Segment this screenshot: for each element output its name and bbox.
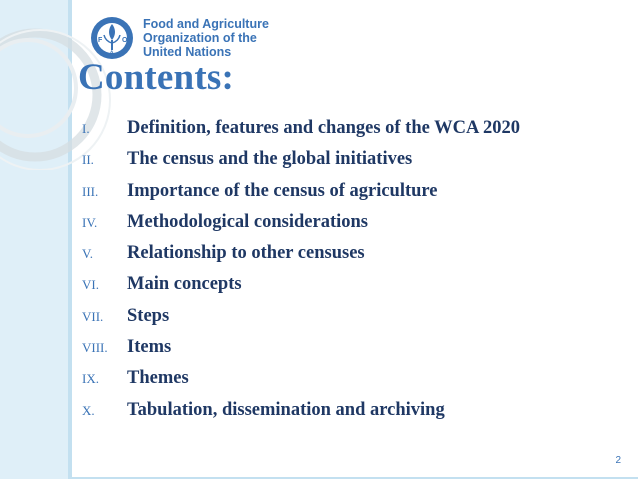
item-number: III.: [82, 183, 99, 199]
item-number: V.: [82, 246, 93, 262]
item-number: VI.: [82, 277, 99, 293]
list-item: [82, 118, 520, 149]
list-item: [82, 400, 520, 431]
list-item: [82, 306, 520, 337]
item-text: Items: [127, 337, 172, 358]
item-text: Methodological considerations: [127, 211, 369, 232]
logo-line-3: United Nations: [143, 45, 232, 59]
list-item: [82, 243, 520, 274]
item-number: II.: [82, 152, 94, 168]
list-item: [82, 212, 520, 243]
svg-text:O: O: [122, 37, 128, 44]
item-text: Tabulation, dissemination and archiving: [127, 399, 445, 420]
item-text: Main concepts: [127, 274, 242, 295]
item-text: Themes: [127, 368, 189, 389]
item-number: VIII.: [82, 340, 108, 356]
item-text: The census and the global initiatives: [127, 149, 413, 170]
item-text: Steps: [127, 305, 170, 326]
item-text: Definition, features and changes of the WCA 2020: [127, 118, 520, 138]
item-number: X.: [82, 402, 95, 418]
page-number: 2: [615, 455, 621, 466]
item-number: I.: [82, 121, 90, 136]
list-item: [82, 368, 520, 399]
svg-text:F: F: [98, 37, 103, 44]
fao-logo: [89, 15, 269, 61]
svg-text:A: A: [109, 51, 114, 57]
logo-line-1: Food and Agriculture: [143, 17, 269, 31]
item-number: IX.: [82, 371, 99, 387]
list-item: [82, 337, 520, 368]
contents-list: [82, 118, 520, 431]
fao-logo-text: [143, 17, 269, 59]
slide-title: Contents:: [78, 57, 234, 98]
list-item: [82, 274, 520, 305]
logo-line-2: Organization of the: [143, 31, 257, 45]
item-number: VII.: [82, 308, 104, 324]
item-text: Importance of the census of agriculture: [127, 180, 438, 201]
list-item: [82, 149, 520, 180]
item-number: IV.: [82, 214, 98, 230]
item-text: Relationship to other censuses: [127, 243, 365, 264]
fao-emblem-icon: [89, 15, 135, 61]
list-item: [82, 181, 520, 212]
